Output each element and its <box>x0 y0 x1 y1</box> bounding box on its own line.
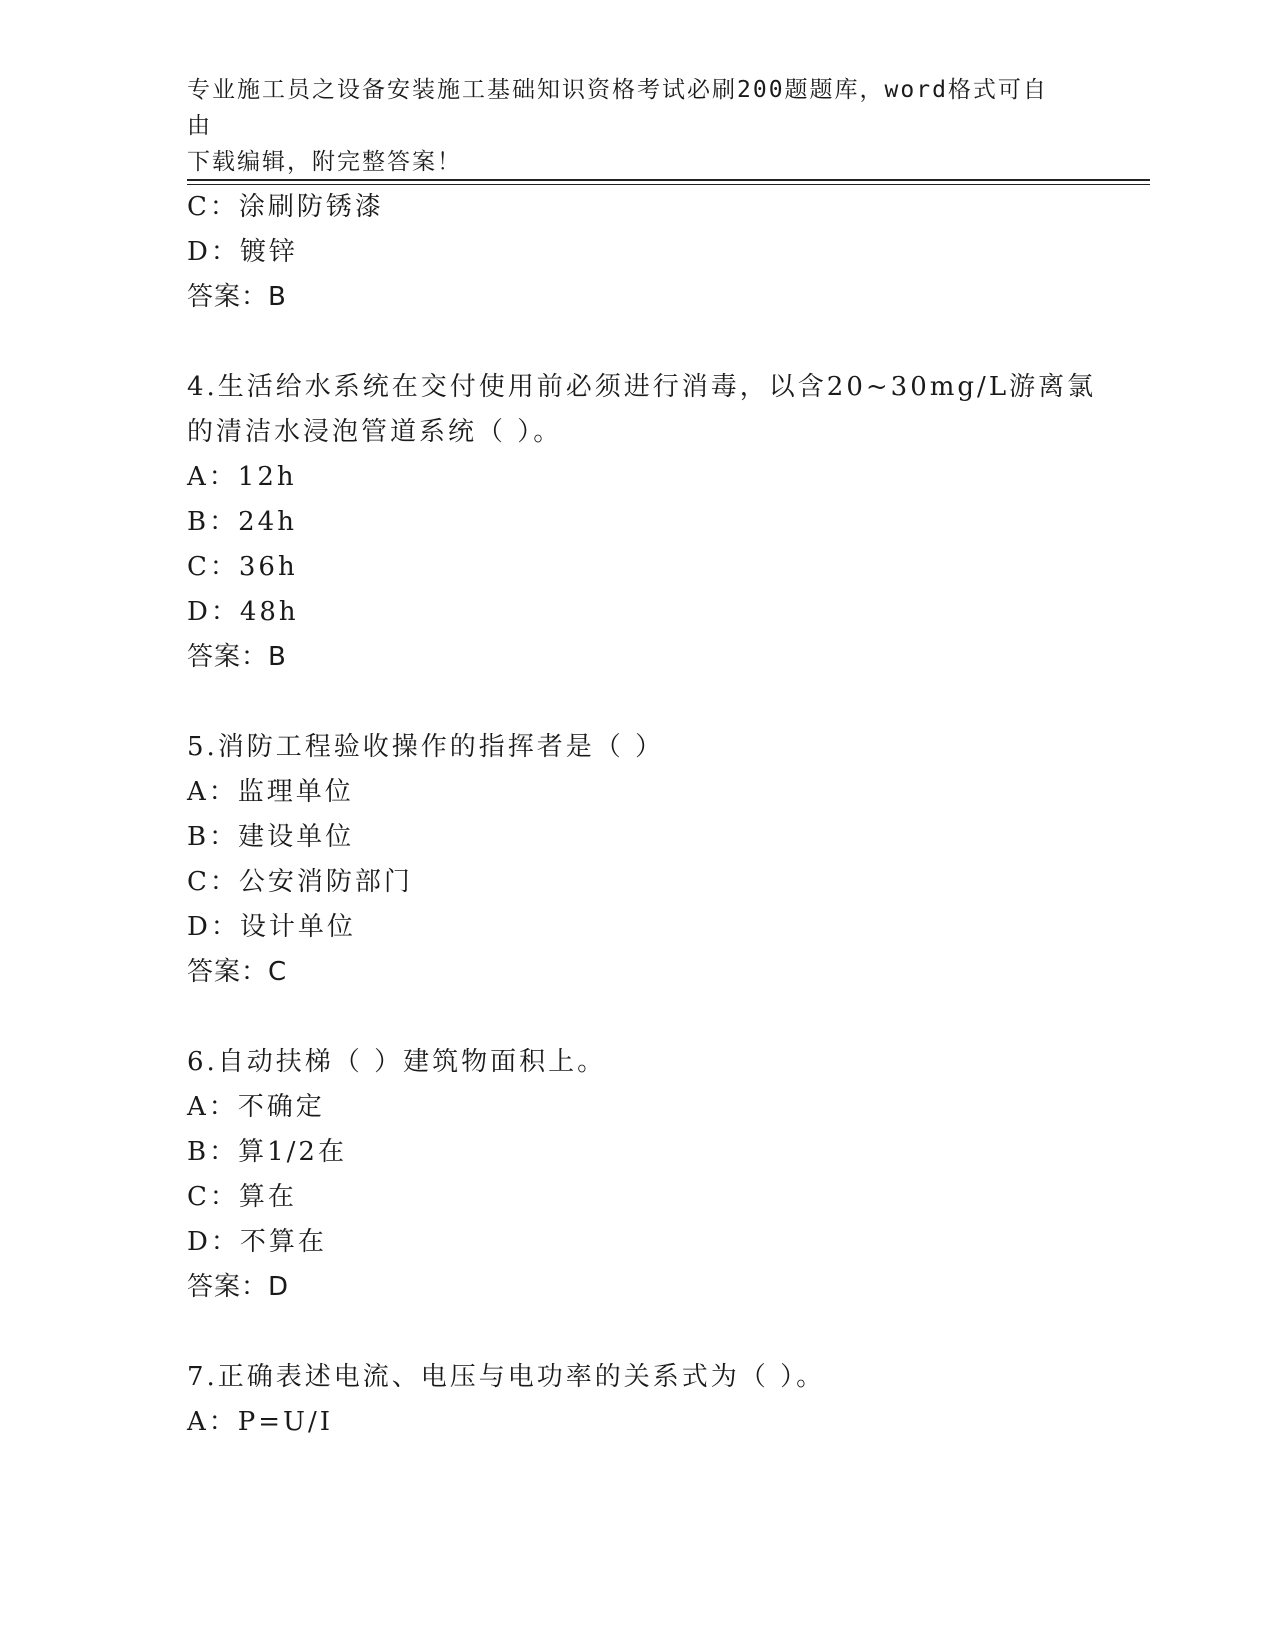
q5-answer: 答案：C <box>187 957 288 987</box>
q5-stem: 5.消防工程验收操作的指挥者是（ ） <box>187 732 665 762</box>
document-header <box>187 72 1067 180</box>
q4-option-d: D：48h <box>187 597 299 627</box>
header-line-1: 专业施工员之设备安装施工基础知识资格考试必刷200题题库，word格式可自由 <box>187 77 1048 139</box>
q5-option-b: B：建设单位 <box>187 822 355 852</box>
q6-option-a: A：不确定 <box>187 1092 325 1122</box>
q5-option-c: C：公安消防部门 <box>187 867 413 897</box>
q5-option-d: D：设计单位 <box>187 912 356 942</box>
q6-option-d: D：不算在 <box>187 1227 327 1257</box>
q4-stem-line-1: 4.生活给水系统在交付使用前必须进行消毒，以含20~30mg/L游离氯 <box>187 372 1097 402</box>
q6-option-b: B：算1/2在 <box>187 1137 347 1167</box>
q3-option-d: D：镀锌 <box>187 237 298 267</box>
q4-option-b: B：24h <box>187 507 297 537</box>
header-divider-thin <box>187 184 1150 185</box>
header-line-2: 下载编辑，附完整答案！ <box>187 149 462 175</box>
q7-option-a: A：P=U/I <box>187 1407 333 1437</box>
q3-answer: 答案：B <box>187 282 287 312</box>
q6-stem: 6.自动扶梯（ ）建筑物面积上。 <box>187 1047 607 1077</box>
header-divider-thick <box>187 179 1150 181</box>
q5-option-a: A：监理单位 <box>187 777 354 807</box>
q4-stem-line-2: 的清洁水浸泡管道系统（ ）。 <box>187 417 563 447</box>
q6-answer: 答案：D <box>187 1272 290 1302</box>
q7-stem: 7.正确表述电流、电压与电功率的关系式为（ ）。 <box>187 1362 826 1392</box>
q4-option-a: A：12h <box>187 462 297 492</box>
q3-option-c: C：涂刷防锈漆 <box>187 192 384 222</box>
q4-answer: 答案：B <box>187 642 287 672</box>
q4-option-c: C：36h <box>187 552 298 582</box>
q6-option-c: C：算在 <box>187 1182 297 1212</box>
